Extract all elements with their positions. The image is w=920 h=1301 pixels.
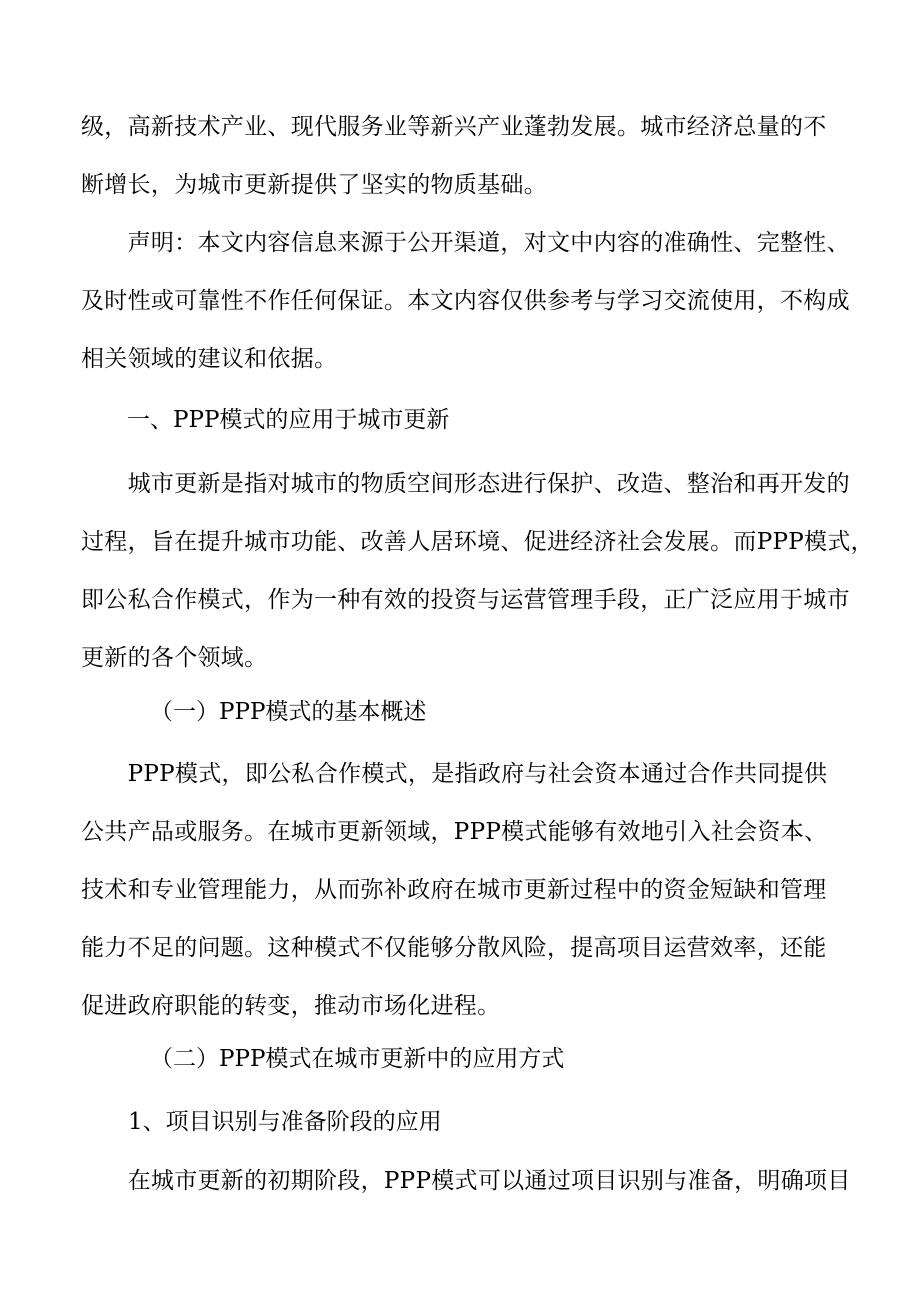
text-line: 过程，旨在提升城市功能、改善人居环境、促进经济社会发展。而PPP模式， [81, 529, 874, 555]
text-line: 能力不足的问题。这种模式不仅能够分散风险，提高项目运营效率，还能 [81, 935, 827, 961]
text-line: 级，高新技术产业、现代服务业等新兴产业蓬勃发展。城市经济总量的不 [81, 114, 827, 140]
text-line: 声明：本文内容信息来源于公开渠道，对文中内容的准确性、完整性、 [81, 230, 850, 256]
paragraph-economic-growth [81, 98, 833, 214]
text-line: 更新的各个领域。 [81, 645, 268, 671]
text-line: 断增长，为城市更新提供了坚实的物质基础。 [81, 172, 547, 198]
text-line: 在城市更新的初期阶段，PPP模式可以通过项目识别与准备，明确项目 [81, 1168, 851, 1194]
section-heading-1: 一、PPP模式的应用于城市更新 [127, 407, 450, 433]
text-line: 城市更新是指对城市的物质空间形态进行保护、改造、整治和再开发的 [81, 471, 850, 497]
subsection-heading-2: （二）PPP模式在城市更新中的应用方式 [150, 1046, 565, 1072]
item-heading-1: 1、项目识别与准备阶段的应用 [128, 1109, 442, 1135]
paragraph-disclaimer [81, 214, 850, 388]
text-line: 相关领域的建议和依据。 [81, 346, 338, 372]
paragraph-urban-renewal-definition [81, 455, 874, 687]
text-line: 即公私合作模式，作为一种有效的投资与运营管理手段，正广泛应用于城市 [81, 587, 850, 613]
text-line: 促进政府职能的转变，推动市场化进程。 [81, 993, 501, 1019]
subsection-heading-1: （一）PPP模式的基本概述 [150, 699, 427, 725]
paragraph-project-identification [81, 1152, 851, 1210]
text-line: 及时性或可靠性不作任何保证。本文内容仅供参考与学习交流使用，不构成 [81, 288, 850, 314]
paragraph-ppp-overview [81, 745, 833, 1035]
text-line: 公共产品或服务。在城市更新领域，PPP模式能够有效地引入社会资本、 [81, 819, 828, 845]
text-line: PPP模式，即公私合作模式，是指政府与社会资本通过合作共同提供 [81, 761, 828, 787]
text-line: 技术和专业管理能力，从而弥补政府在城市更新过程中的资金短缺和管理 [81, 877, 827, 903]
